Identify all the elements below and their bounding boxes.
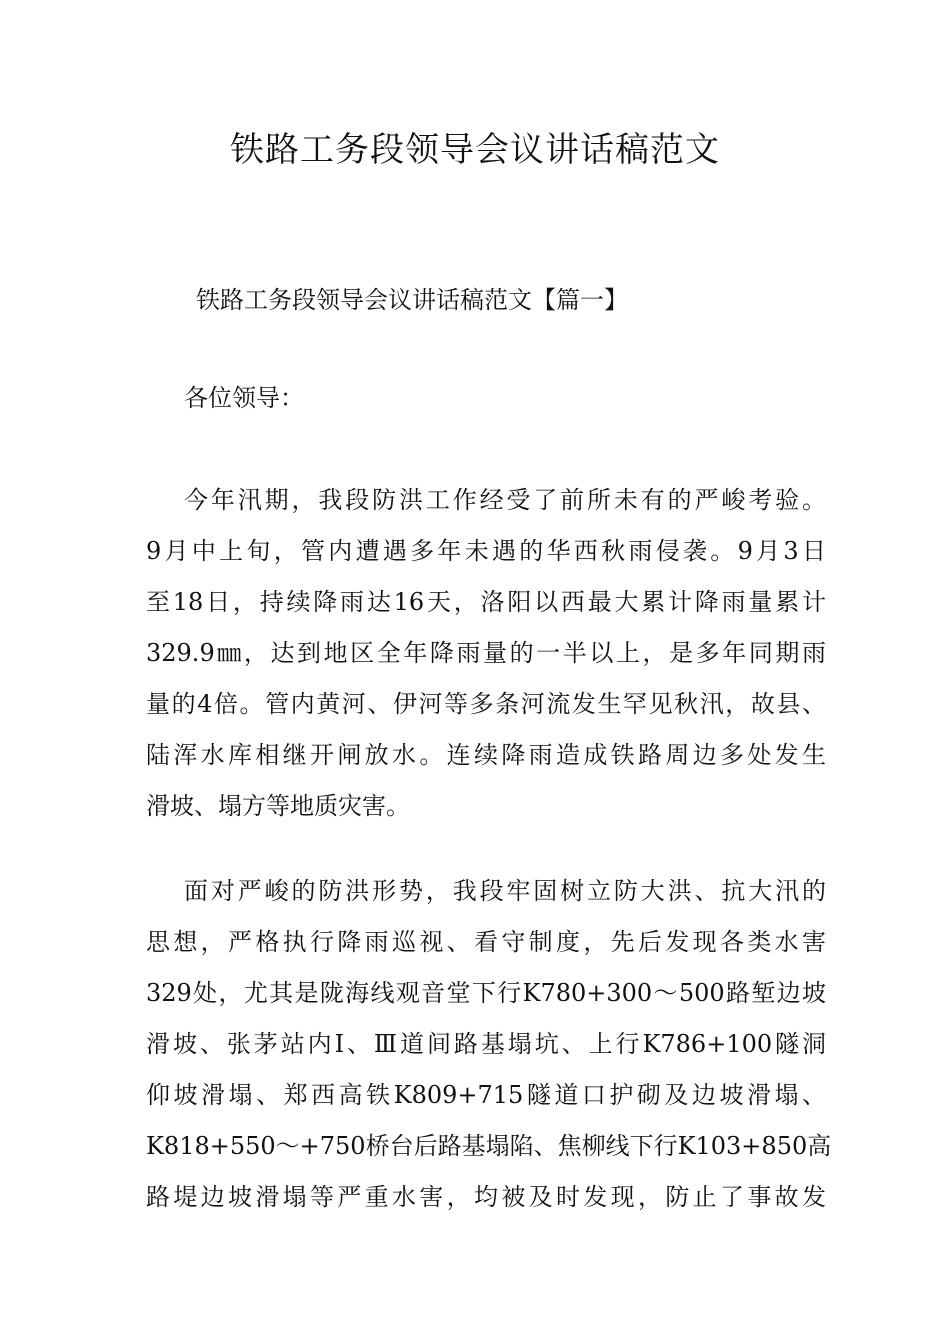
paragraph-line: 滑坡、塌方等地质灾害。: [146, 792, 410, 820]
document-title: 铁路工务段领导会议讲话稿范文: [230, 130, 720, 170]
section-heading: 铁路工务段领导会议讲话稿范文【篇一】: [196, 286, 628, 314]
body-paragraph-1: [146, 475, 826, 832]
salutation: 各位领导：: [184, 384, 304, 412]
paragraph-line: K818+550～+750桥台后路基塌陷、焦柳线下行K103+850高: [146, 1132, 832, 1160]
paragraph-line: 面对严峻的防洪形势，我段牢固树立防大洪、抗大汛的: [184, 877, 826, 905]
body-paragraph-2: [146, 866, 832, 1223]
paragraph-line: 思想，严格执行降雨巡视、看守制度，先后发现各类水害: [146, 928, 826, 956]
paragraph-line: 至18日，持续降雨达16天，洛阳以西最大累计降雨量累计: [146, 588, 826, 616]
paragraph-line: 329处，尤其是陇海线观音堂下行K780+300～500路堑边坡: [146, 979, 826, 1007]
paragraph-line: 量的4倍。管内黄河、伊河等多条河流发生罕见秋汛，故县、: [146, 690, 826, 718]
paragraph-line: 9月中上旬，管内遭遇多年未遇的华西秋雨侵袭。9月3日: [146, 537, 826, 565]
paragraph-line: 路堤边坡滑塌等严重水害，均被及时发现，防止了事故发: [146, 1183, 826, 1211]
paragraph-line: 329.9㎜，达到地区全年降雨量的一半以上，是多年同期雨: [146, 639, 826, 667]
paragraph-line: 滑坡、张茅站内Ⅰ、Ⅲ道间路基塌坑、上行K786+100隧洞: [146, 1030, 826, 1058]
paragraph-line: 仰坡滑塌、郑西高铁K809+715隧道口护砌及边坡滑塌、: [146, 1081, 826, 1109]
paragraph-line: 陆浑水库相继开闸放水。连续降雨造成铁路周边多处发生: [146, 741, 826, 769]
paragraph-line: 今年汛期，我段防洪工作经受了前所未有的严峻考验。: [184, 486, 826, 514]
